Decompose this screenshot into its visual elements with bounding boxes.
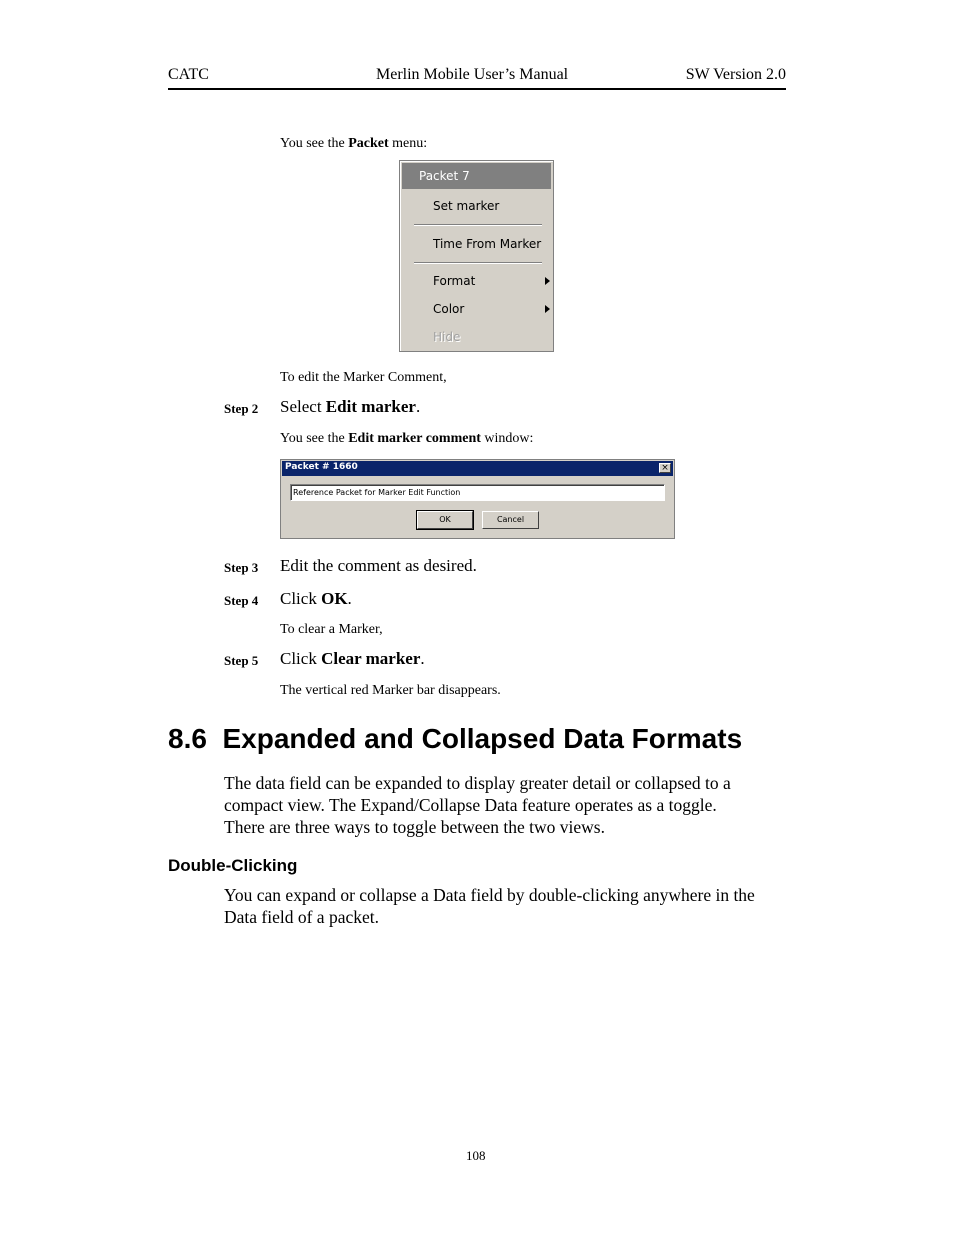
menu-separator	[414, 224, 542, 226]
packet-menu	[399, 160, 554, 352]
submenu-arrow-icon	[545, 277, 550, 285]
header-title: Merlin Mobile User’s Manual	[376, 66, 569, 83]
para-line: The data field can be expanded to display greater detail or collapsed to a	[224, 773, 731, 793]
step-2-label: Step 2	[224, 401, 259, 416]
dialog-intro	[280, 431, 533, 447]
menu-item-format[interactable]: Format	[433, 274, 476, 288]
menu-separator	[414, 262, 542, 264]
intro2-bold: Edit marker comment	[348, 431, 481, 446]
edit-marker-dialog	[280, 459, 675, 539]
para-line: compact view. The Expand/Collapse Data feature operates as a toggle.	[224, 795, 717, 815]
section-heading: 8.6 Expanded and Collapsed Data Formats	[168, 723, 743, 754]
para-line: You can expand or collapse a Data field by double-clicking anywhere in the	[224, 885, 755, 905]
intro-bold: Packet	[348, 136, 389, 151]
menu-title: Packet 7	[402, 163, 551, 189]
step-4-suffix: .	[347, 589, 352, 608]
clear-intro: To clear a Marker,	[280, 622, 383, 637]
submenu-arrow-icon	[545, 305, 550, 313]
page-header	[168, 64, 786, 90]
dialog-title: Packet # 1660	[285, 462, 358, 472]
step-3-label: Step 3	[224, 560, 259, 575]
header-version: SW Version 2.0	[685, 66, 786, 83]
menu-item-color[interactable]: Color	[433, 302, 465, 316]
cancel-button[interactable]: Cancel	[482, 511, 539, 529]
ok-button[interactable]: OK	[417, 511, 473, 529]
intro2-prefix: You see the	[280, 431, 349, 446]
intro-prefix: You see the	[280, 136, 349, 151]
step-4-label: Step 4	[224, 593, 259, 608]
menu-item-hide: Hide	[433, 330, 461, 344]
edit-intro: To edit the Marker Comment,	[280, 370, 447, 385]
step-5-prefix: Click	[280, 649, 322, 668]
subsection-paragraph	[224, 884, 786, 928]
para-line: There are three ways to toggle between the two views.	[224, 817, 605, 837]
step-5-suffix: .	[420, 649, 425, 668]
intro2-suffix: window:	[480, 431, 534, 446]
para-line: Data field of a packet.	[224, 907, 379, 927]
marker-comment-input[interactable]: Reference Packet for Marker Edit Function	[290, 484, 665, 501]
step-4-prefix: Click	[280, 589, 322, 608]
subsection-heading: Double-Clicking	[168, 856, 298, 875]
dialog-title-bar	[282, 461, 673, 476]
menu-item-time-from-marker[interactable]: Time From Marker	[433, 237, 542, 251]
step-5-label: Step 5	[224, 653, 259, 668]
marker-note: The vertical red Marker bar disappears.	[280, 683, 501, 698]
step-4-bold: OK	[321, 589, 348, 608]
page-number: 108	[466, 1148, 486, 1163]
step-2-prefix: Select	[280, 397, 326, 416]
step-2-text	[280, 397, 420, 417]
step-3-text: Edit the comment as desired.	[280, 556, 477, 575]
close-icon[interactable]: ×	[659, 463, 671, 473]
step-5-bold: Clear marker	[321, 649, 421, 668]
step-5-text	[280, 649, 425, 669]
step-4-text	[280, 589, 352, 609]
intro-suffix: menu:	[388, 136, 428, 151]
menu-item-set-marker[interactable]: Set marker	[433, 199, 500, 213]
step-2-suffix: .	[415, 397, 421, 416]
step-2-bold: Edit marker	[325, 397, 416, 416]
packet-menu-intro	[280, 136, 427, 152]
section-paragraph	[224, 772, 786, 838]
header-company: CATC	[168, 66, 209, 83]
